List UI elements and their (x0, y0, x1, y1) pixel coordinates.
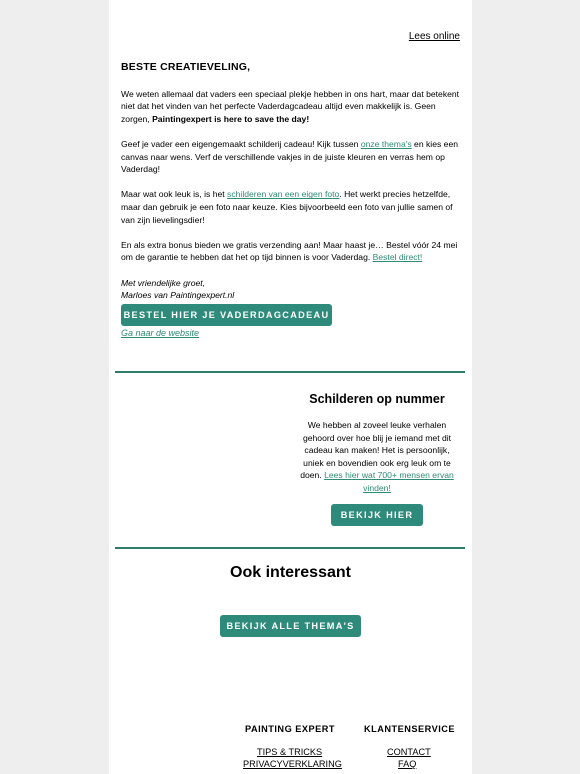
divider (115, 371, 465, 373)
themes-link[interactable]: onze thema's (360, 138, 412, 149)
footer-link-faq[interactable]: FAQ (398, 759, 417, 769)
view-here-button[interactable]: BEKIJK HIER (331, 504, 423, 526)
divider (115, 547, 465, 549)
paragraph-2-text-b: en kies een canvas naar wens. Verf de verschillende vakjes in de juiste kleuren en verras hem op Vaderdag! (121, 138, 459, 175)
footer-link-privacy[interactable]: PRIVACYVERKLARING (243, 759, 342, 769)
paragraph-3-text-a: Maar wat ook leuk is, is het (121, 189, 228, 200)
paragraph-3 (121, 188, 461, 226)
paragraph-4-text: En als extra bonus bieden we gratis verzending aan! Maar haast je… Bestel vóór 24 mei om de garantie te hebben dat het op tijd binnen is voor Vaderdag. (121, 239, 458, 263)
feature-title: Schilderen op nummer (309, 392, 445, 406)
paragraph-4 (121, 239, 461, 264)
signature-line-1: Met vriendelijke groet, (121, 277, 206, 288)
order-now-link[interactable]: Bestel direct! (372, 252, 423, 263)
website-link[interactable]: Ga naar de website (121, 328, 200, 338)
footer-heading-painting-expert: PAINTING EXPERT (245, 724, 336, 734)
paragraph-1 (121, 88, 461, 126)
email-body (109, 0, 472, 774)
paragraph-3-text-b: . Het werkt precies hetzelfde, maar dan gebruik je een foto naar keuze. Kies bijvoorbeeld een foto van jullie samen of van zijn lievelingsdier! (121, 189, 453, 225)
feature-body: We hebben al zoveel leuke verhalen gehoord over hoe blij je iemand met dit cadeau kan maken! Het is persoonlijk, uniek en bovendien ook erg leuk om te doen. (300, 420, 452, 481)
letter (121, 61, 461, 302)
feature-text (297, 419, 457, 495)
own-photo-link[interactable]: schilderen van een eigen foto (227, 189, 340, 200)
section-title: Ook interessant (230, 564, 351, 581)
reviews-link[interactable]: Lees hier wat 700+ mensen ervan vinden! (324, 470, 454, 493)
paragraph-2-text-a: Geef je vader een eigengemaakt schilderij cadeau! Kijk tussen (121, 138, 361, 149)
paragraph-1-bold: Paintingexpert is here to save the day! (152, 113, 310, 124)
paragraph-2 (121, 138, 461, 176)
footer-link-tips[interactable]: TIPS & TRICKS (257, 747, 323, 757)
all-themes-button[interactable]: BEKIJK ALLE THEMA'S (220, 615, 361, 637)
footer-heading-customer-service: KLANTENSERVICE (364, 724, 456, 734)
order-gift-button[interactable]: BESTEL HIER JE VADERDAGCADEAU (121, 304, 332, 326)
paragraph-1-text: We weten allemaal dat vaders een speciaal plekje hebben in ons hart, maar dat betekent niet dat het vinden van het perfecte Vaderdagcadeau altijd even makkelijk is. Geen zorgen, (121, 88, 460, 124)
signature-line-2: Marloes van Paintingexpert.nl (121, 290, 235, 301)
read-online-link[interactable]: Lees online (408, 31, 460, 42)
footer-link-contact[interactable]: CONTACT (387, 747, 431, 757)
greeting: BESTE CREATIEVELING, (121, 61, 251, 73)
